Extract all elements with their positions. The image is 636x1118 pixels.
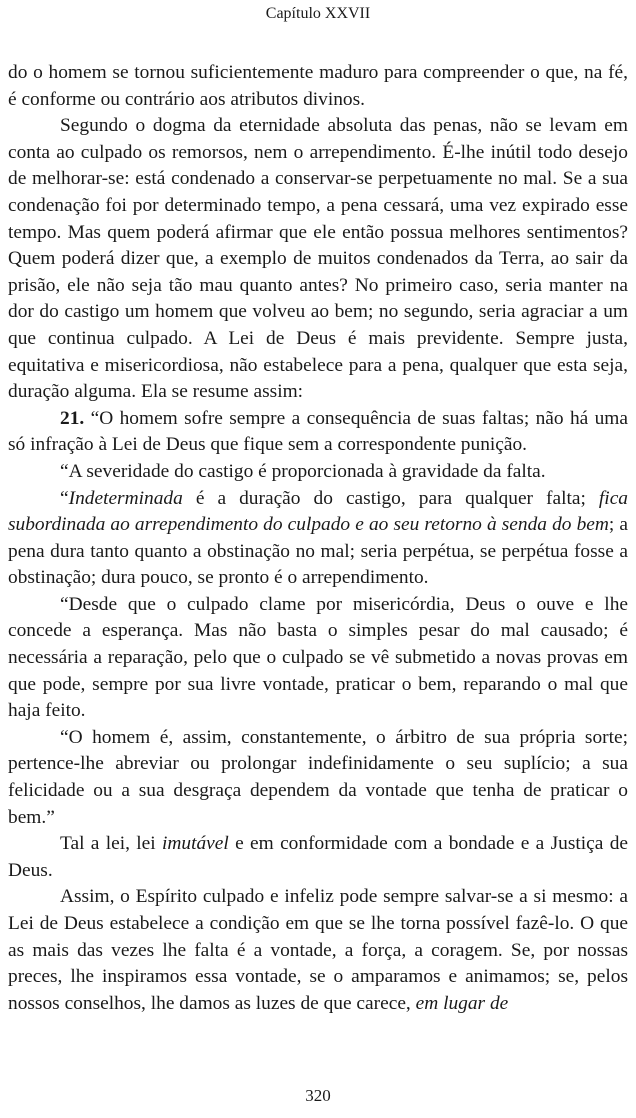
emphasis: imutável xyxy=(162,833,229,855)
page-number: 320 xyxy=(305,1086,331,1105)
paragraph xyxy=(8,884,628,1017)
paragraph-text: e em conformidade com a bondade e a Justiça de Deus. xyxy=(8,833,628,881)
paragraph: Segundo o dogma da eternidade absoluta das penas, não se levam em conta ao culpado os remorsos, nem o arrependimento. É-lhe inútil todo desejo de melhorar-se: está condenado a conservar-se perpetuamente no mal. Se a sua condenação foi por determinado tempo, a pena cessará, uma vez expirado esse tempo. Mas quem poderá afirmar que ele então possua melhores sentimentos? Quem poderá dizer que, a exemplo de muitos condenados da Terra, ao sair da prisão, ele não seja tão mau quanto antes? No primeiro caso, seria manter na dor do castigo um homem que volveu ao bem; no segundo, seria agraciar a um que continua culpado. A Lei de Deus é mais previdente. Sempre justa, equitativa e misericordiosa, não estabelece para a pena, qualquer que esta seja, duração alguma. Ela se resume assim: xyxy=(8,115,628,403)
item-number: 21. xyxy=(60,407,85,429)
paragraph: “A severidade do castigo é proporcionada à gravidade da falta. xyxy=(60,460,546,482)
emphasis: em lugar de xyxy=(415,992,509,1014)
emphasis: Indeterminada xyxy=(68,487,183,509)
paragraph-text: Tal a lei, lei xyxy=(60,833,163,855)
running-header: Capítulo XXVII xyxy=(265,5,371,22)
paragraph-text: Assim, o Espírito culpado e infeliz pode sempre salvar-se a si mesmo: a Lei de Deus estabelece a condição em que se lhe torna possível fazê-lo. O que as mais das vezes lhe falta é a vontade, a força, a coragem. Se, por nossas preces, lhe inspiramos essa vontade, se o amparamos e animamos; se, pelos nossos conselhos, lhe damos as luzes de que carece, xyxy=(8,886,628,1014)
paragraph-text: “O homem sofre sempre a consequência de suas faltas; não há uma só infração à Lei de Deus que fique sem a correspondente punição. xyxy=(8,407,628,456)
paragraph-text: ; a pena dura tanto quanto a obstinação no mal; seria perpétua, se perpétua fosse a obstinação; dura pouco, se pronto é o arrependimento. xyxy=(8,514,628,589)
paragraph-item-21 xyxy=(8,406,628,459)
paragraph xyxy=(8,486,628,592)
paragraph: “Desde que o culpado clame por misericórdia, Deus o ouve e lhe concede a esperança. Mas não basta o simples pesar do mal causado; é necessária a reparação, pelo que o culpado se vê submetido a novas provas em que pode, sempre por sua livre vontade, praticar o bem, reparando o mal que haja feito. xyxy=(8,593,628,722)
paragraph: “O homem é, assim, constantemente, o árbitro de sua própria sorte; pertence-lhe abreviar ou prolongar indefinidamente o seu suplício; a sua felicidade ou a sua desgraça dependem da vontade que tenha de praticar o bem.” xyxy=(8,726,628,828)
paragraph xyxy=(8,831,628,884)
quote-mark: “ xyxy=(60,487,69,509)
paragraph-continuation: do o homem se tornou suficientemente maduro para compreender o que, na fé, é conforme ou contrário aos atributos divinos. xyxy=(8,62,628,110)
paragraph-text: é a duração do castigo, para qualquer falta; xyxy=(182,487,599,509)
emphasis: fica subordinada ao arrependimento do culpado e ao seu retorno à senda do bem xyxy=(8,487,628,536)
page-body xyxy=(8,60,628,1017)
